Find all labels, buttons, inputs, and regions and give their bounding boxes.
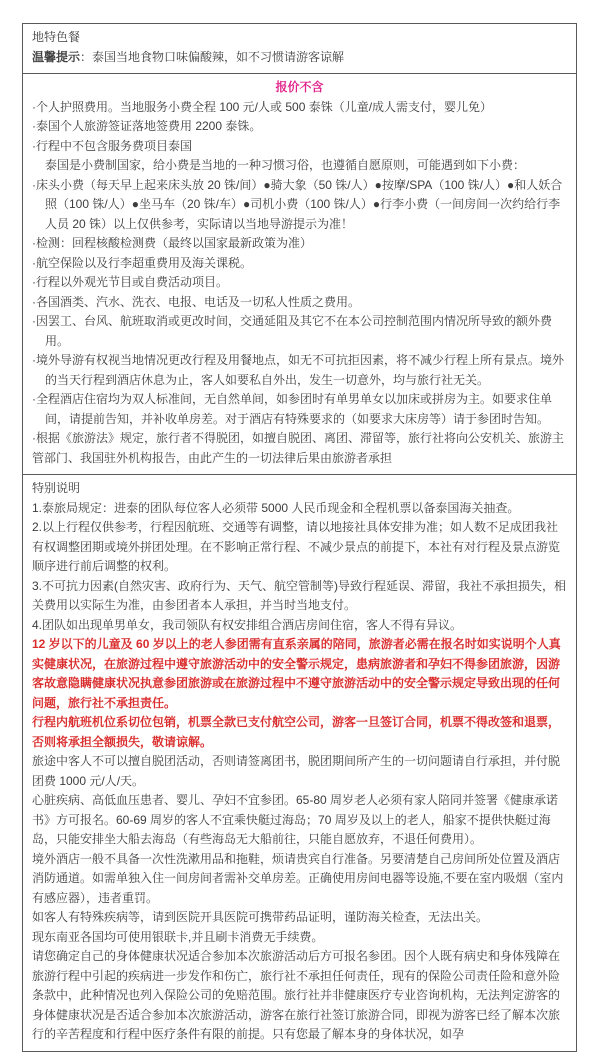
- warm-tip-label: 温馨提示: [32, 49, 81, 64]
- special-note-item: 1.泰旅局规定：进泰的团队每位客人必须带 5000 人民币现金和全程机票以备泰国海关抽查。: [32, 500, 520, 515]
- special-note-item: 请您确定自己的身体健康状况适合参加本次旅游活动后方可报名参团。因个人既有病史和身体残障在旅游行程中引起的疾病进一步发作和伤亡，旅行社不承担任何责任，现有的保险公司责任险和意外险条款中，此种情况也列入保险公司的免赔范围。旅行社并非健康医疗专业咨询机构，无法判定游客的身体健康状况是否适合参加本次旅游活动，游客在旅行社签订旅游合同，即视为游客已经了解本次旅行的辛苦程度和行程中医疗条件有限的前提。只有您最了解本身的身体状况，如孕: [32, 949, 561, 1041]
- price-excludes-title: 报价不含: [275, 80, 324, 94]
- exclude-item: ·各国酒类、汽水、洗衣、电报、电话及一切私人性质之费用。: [32, 294, 360, 309]
- special-note-item: 3.不可抗力因素(自然灾害、政府行为、天气、航空管制等)导致行程延误、滞留，我社不承担损失，相关费用以实际生为准，由参团者本人承担，并当时当地支付。: [32, 578, 567, 612]
- exclude-item: ·航空保险以及行李超重费用及海关课税。: [32, 255, 252, 270]
- meals-note-line: 地特色餐: [32, 30, 81, 44]
- exclude-item: ·行程以外观光节目或自费活动项目。: [32, 275, 228, 289]
- special-note-item: 如客人有特殊疾病等，请到医院开具医院可携带药品证明，谨防海关检查，无法出关。: [32, 910, 489, 924]
- special-notes-section: [23, 474, 576, 1051]
- exclude-item: ·根据《旅游法》规定，旅行者不得脱团，如擅自脱团、离团、滞留等，旅行社将向公安机关、旅游主管部门、我国驻外机构报告，由此产生的一切法律后果由旅游者承担: [32, 431, 565, 465]
- price-excludes-section: [23, 73, 576, 474]
- special-note-item: 现东南亚各国均可使用银联卡,并且刷卡消费无手续费。: [32, 929, 324, 944]
- exclude-item: ·行程中不包含服务费项目泰国: [32, 138, 192, 153]
- special-note-item: 境外酒店一般不具备一次性洗漱用品和拖鞋，烦请贵宾自行准备。另要清楚自己房间所处位置及酒店消防通道。如需单独入住一间房间者需补交单房差。正确使用房间电器等设施,不要在室内吸烟（室内有感应器），违者重罚。: [32, 851, 564, 905]
- exclude-item: ·全程酒店住宿均为双人标准间，无自然单间，如参团时有单男单女以加床或拼房为主。如要求住单间，请提前告知，并补收单房差。对于酒店有特殊要求的（如要求大床房等）请于参团时告知。: [32, 392, 552, 426]
- special-notes-title: 特别说明: [32, 481, 81, 495]
- exclude-item-note: 泰国是小费制国家，给小费是当地的一种习惯习俗，也遵循自愿原则，可能遇到如下小费：: [45, 158, 526, 172]
- exclude-item: ·因罢工、台风、航班取消或更改时间，交通延阻及其它不在本公司控制范围内情况所导致的额外费用。: [32, 314, 552, 348]
- exclude-item: ·泰国个人旅游签证落地签费用 2200 泰铢。: [32, 119, 262, 133]
- special-note-warning: 行程内航班机位系切位包销，机票全款已支付航空公司，游客一旦签订合同，机票不得改签和退票，否则将承担全额损失，敬请谅解。: [32, 715, 561, 749]
- warm-tip-line: [32, 48, 567, 68]
- exclude-item: ·境外导游有权视当地情况更改行程及用餐地点，如无不可抗拒因素，将不减少行程上所有景点。境外的当天行程到酒店休息为止，客人如要私自外出，发生一切意外，均与旅行社无关。: [32, 353, 565, 387]
- special-note-item: 旅途中客人不可以擅自脱团活动，否则请签离团书，脱团期间所产生的一切问题请自行承担，并付脱团费 1000 元/人/天。: [32, 754, 561, 788]
- special-note-item: 心脏疾病、高低血压患者、婴儿、孕妇不宜参团。65-80 周岁老人必须有家人陪同并签署《健康承诺书》方可报名。60-69 周岁的客人不宜乘快艇过海岛；70 周岁及以上的老人，船家不提供快艇过海岛，只能安排坐大船去海岛（有些海岛无大船前往，只能自愿放弃，不退任何费用）。: [32, 793, 559, 846]
- exclude-item: ·床头小费（每天早上起来床头放 20 铢/间）●骑大象（50 铢/人）●按摩/SPA（100 铢/人）●和人妖合照（100 铢/人）●坐马车（20 铢/车）●司机小费（100 铢/人）●行李小费（一间房间一次约给行李人员 20 铢）以上仅供参考，实际请以当地导游提示为准！: [32, 177, 563, 231]
- terms-table: [22, 23, 577, 1052]
- exclude-item: ·检测：回程核酸检测费（最终以国家最新政策为准）: [32, 236, 312, 250]
- meals-note-section: [23, 24, 576, 73]
- warm-tip-text: ：泰国当地食物口味偏酸辣，如不习惯请游客谅解: [80, 49, 345, 64]
- special-note-item: 4.团队如出现单男单女，我司领队有权安排组合酒店房间住宿，客人不得有异议。: [32, 617, 463, 632]
- special-note-warning: 12 岁以下的儿童及 60 岁以上的老人参团需有直系亲属的陪同，旅游者必需在报名时如实说明个人真实健康状况，在旅游过程中遵守旅游活动中的安全警示规定，患病旅游者和孕妇不得参团旅游，因游客故意隐瞒健康状况执意参团旅游或在旅游过程中不遵守旅游活动中的安全警示规定导致出现的任何问题，旅行社不承担责任。: [32, 637, 561, 710]
- special-note-item: 2.以上行程仅供参考，行程因航班、交通等有调整，请以地接社具体安排为准；如人数不足成团我社有权调整团期或境外拼团处理。在不影响正常行程、不减少景点的前提下，本社有对行程及景点游览顺序进行前后调整的权利。: [32, 520, 561, 573]
- exclude-item: ·个人护照费用。当地服务小费全程 100 元/人或 500 泰铢（儿童/成人需支付，婴儿免）: [32, 99, 493, 114]
